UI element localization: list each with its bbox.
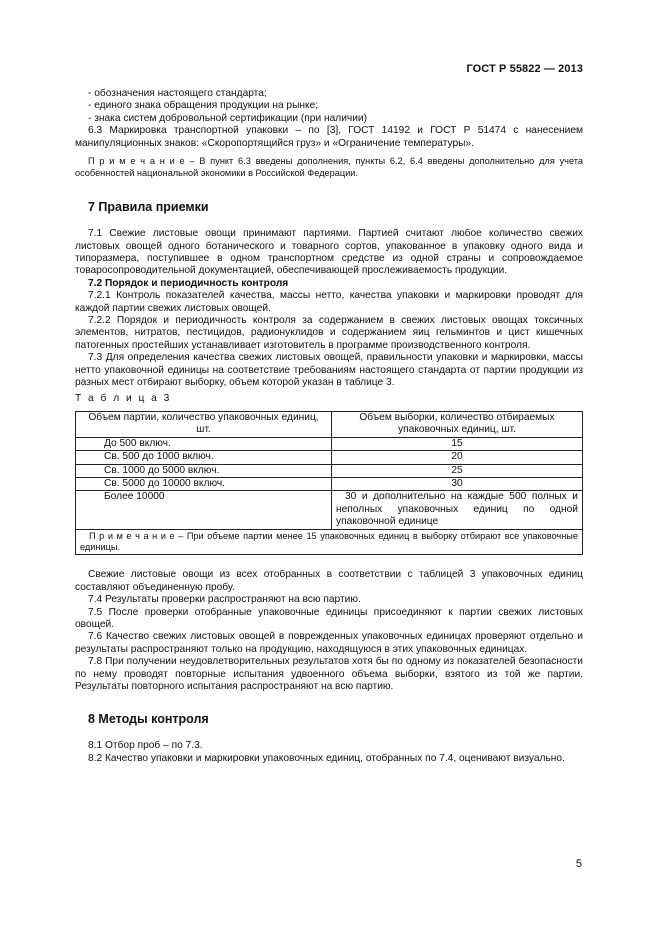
table-header-cell: Объем партии, количество упаковочных единиц, шт.	[76, 411, 332, 437]
table-cell: Св. 5000 до 10000 включ.	[76, 477, 332, 490]
page-content	[75, 88, 583, 765]
table-cell: Св. 1000 до 5000 включ.	[76, 464, 332, 477]
paragraph-7-6: 7.6 Качество свежих листовых овощей в поврежденных упаковочных единицах проверяют отдельно и результаты распространяют только на продукцию, находящуюся в этих упаковочных единицах.	[75, 631, 583, 655]
table-note-row	[76, 529, 583, 555]
list-item: - единого знака обращения продукции на рынке;	[88, 100, 319, 112]
table-cell: 30	[332, 477, 583, 490]
paragraph-7-5: 7.5 После проверки отобранные упаковочные единицы присоединяют к партии свежих листовых овощей.	[75, 606, 583, 630]
table-row	[76, 477, 583, 490]
subsection-7-2-title: 7.2 Порядок и периодичность контроля	[88, 277, 289, 289]
paragraph-8-1: 8.1 Отбор проб – по 7.3.	[88, 740, 203, 752]
page-number: 5	[575, 858, 582, 870]
table-note-text: – При объеме партии менее 15 упаковочных единиц в выборку отбирают все упаковочные единицы.	[80, 530, 578, 552]
paragraph-7-2-1: 7.2.1 Контроль показателей качества, массы нетто, качества упаковки и маркировки проводят для каждой партии свежих листовых овощей.	[75, 290, 583, 314]
note-label: П р и м е ч а н и е	[88, 156, 185, 167]
table-cell: 20	[332, 451, 583, 464]
paragraph-7-2-2: 7.2.2 Порядок и периодичность контроля за содержанием в свежих листовых овощах токсичных элементов, нитратов, пестицидов, радионуклидов и содержанием яиц гельминтов и цист кишечных патогенных простейших устанавливает изготовитель в программе производственного контроля.	[75, 315, 583, 351]
table-row	[76, 491, 583, 529]
table-note-cell	[76, 529, 583, 555]
document-id-header: ГОСТ Р 55822 — 2013	[466, 63, 583, 75]
table-cell: 15	[332, 437, 583, 450]
table-row	[76, 437, 583, 450]
table-note-label: П р и м е ч а н и е	[89, 530, 175, 541]
note-text: – В пункт 6.3 введены дополнения, пункты 6.2, 6.4 введены дополнительно для учета особенностей национальной экономики в Российской Федерации.	[75, 156, 583, 178]
paragraph-6-3: 6.3 Маркировка транспортной упаковки – по [3], ГОСТ 14192 и ГОСТ Р 51474 с нанесением манипуляционных знаков: «Скоропортящийся груз» и «Ограничение температуры».	[75, 125, 583, 149]
table-cell: 25	[332, 464, 583, 477]
table-header-row	[76, 411, 583, 437]
section-7-title: 7 Правила приемки	[88, 200, 209, 215]
table-cell: Более 10000	[76, 491, 332, 529]
table-row	[76, 451, 583, 464]
paragraph-after-table: Свежие листовые овощи из всех отобранных в соответствии с таблицей 3 упаковочных единиц составляют объединенную пробу.	[75, 569, 583, 593]
paragraph-7-4: 7.4 Результаты проверки распространяют на всю партию.	[88, 594, 361, 606]
table-caption: Т а б л и ц а 3	[75, 392, 172, 404]
table-header-cell: Объем выборки, количество отбираемых упаковочных единиц, шт.	[332, 411, 583, 437]
table-cell: Св. 500 до 1000 включ.	[76, 451, 332, 464]
list-item: - обозначения настоящего стандарта;	[88, 88, 267, 99]
list-item: - знака систем добровольной сертификации (при наличии)	[88, 112, 368, 124]
paragraph-7-8: 7.8 При получении неудовлетворительных результатов хотя бы по одному из показателей безопасности по нему проводят повторные испытания удвоенного объема выборки, взятого из той же партии. Результаты повторного испытания распространяют на всю партию.	[75, 656, 583, 693]
table-row	[76, 464, 583, 477]
sample-size-table	[75, 411, 583, 555]
note-6-3	[75, 156, 583, 179]
table-cell: До 500 включ.	[76, 437, 332, 450]
paragraph-8-2: 8.2 Качество упаковки и маркировки упаковочных единиц, отобранных по 7.4, оценивают визуально.	[88, 752, 565, 764]
paragraph-7-3: 7.3 Для определения качества свежих листовых овощей, правильности упаковки и маркировки, массы нетто упаковочной единицы на соответствие требованиям настоящего стандарта от партии продукции из разных мест отбирают выборку, объем которой указан в таблице 3.	[75, 352, 583, 389]
paragraph-7-1: 7.1 Свежие листовые овощи принимают партиями. Партией считают любое количество свежих листовых овощей одного ботанического и товарного сортов, упакованное в упаковку одного вида и типоразмера, поступившее в одном транспортном средстве из одной страны и сопровождаемое товаросопроводительной документацией, обеспечивающей прослеживаемость продукции.	[75, 228, 583, 277]
table-cell: 30 и дополнительно на каждые 500 полных и неполных упаковочных единиц по одной упаковочной единице	[332, 491, 583, 529]
section-8-title: 8 Методы контроля	[88, 712, 209, 727]
